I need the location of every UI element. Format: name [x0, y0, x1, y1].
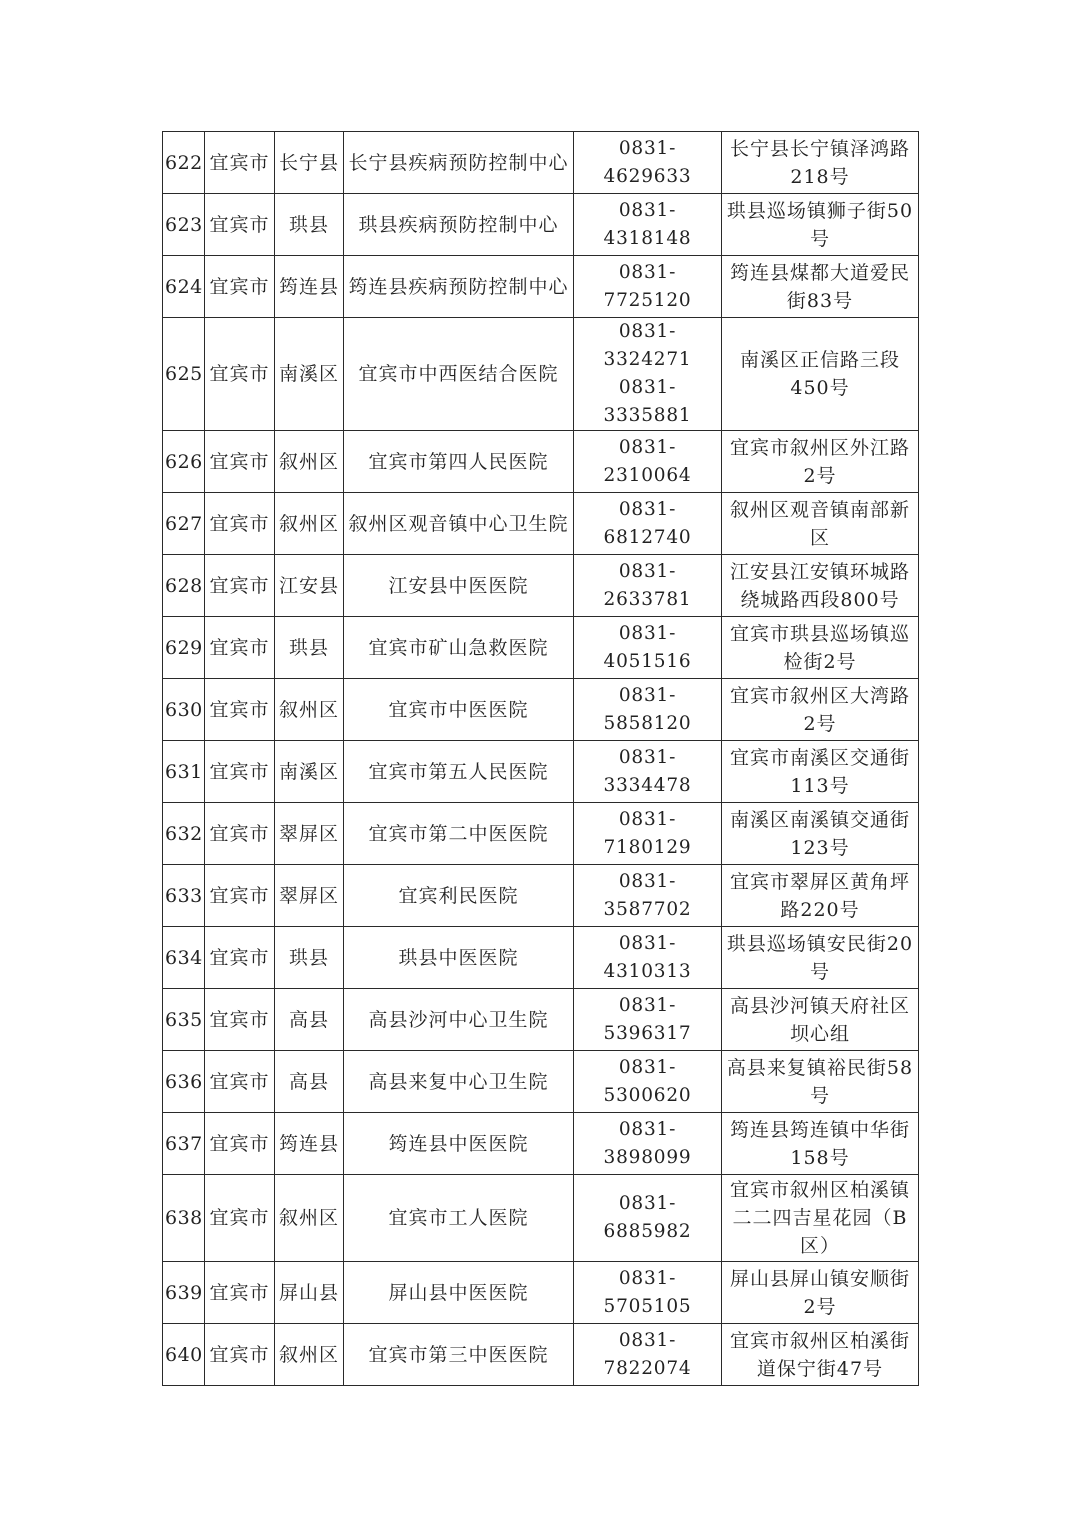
city-cell: 宜宾市 [205, 1262, 275, 1324]
address-cell: 宜宾市翠屏区黄角坪路220号 [722, 865, 919, 927]
city-cell: 宜宾市 [205, 194, 275, 256]
table-row [163, 1262, 919, 1324]
phone-number: 0831-6885982 [603, 1193, 692, 1242]
organization-cell: 高县沙河中心卫生院 [344, 989, 574, 1051]
table-row [163, 865, 919, 927]
city-cell: 宜宾市 [205, 431, 275, 493]
row-number-cell: 623 [163, 194, 205, 256]
county-cell: 长宁县 [275, 132, 344, 194]
phone-cell [574, 1262, 722, 1324]
hospital-directory-table [162, 131, 919, 1386]
organization-cell: 宜宾市第二中医医院 [344, 803, 574, 865]
phone-number: 0831-3898099 [603, 1118, 692, 1168]
city-cell: 宜宾市 [205, 493, 275, 555]
phone-cell [574, 1175, 722, 1262]
city-cell: 宜宾市 [205, 1175, 275, 1262]
row-number-cell: 624 [163, 256, 205, 318]
city-cell: 宜宾市 [205, 132, 275, 194]
row-number-cell: 622 [163, 132, 205, 194]
row-number-cell: 628 [163, 555, 205, 617]
county-cell: 叙州区 [275, 431, 344, 493]
address-cell: 珙县巡场镇安民街20号 [722, 927, 919, 989]
county-cell: 高县 [275, 1051, 344, 1113]
county-cell: 翠屏区 [275, 803, 344, 865]
address-cell: 筠连县筠连镇中华街158号 [722, 1113, 919, 1175]
row-number-cell: 639 [163, 1262, 205, 1324]
phone-number: 0831-5858120 [603, 684, 692, 734]
phone-cell [574, 132, 722, 194]
county-cell: 屏山县 [275, 1262, 344, 1324]
phone-cell [574, 989, 722, 1051]
county-cell: 翠屏区 [275, 865, 344, 927]
county-cell: 南溪区 [275, 741, 344, 803]
phone-number: 0831-2310064 [603, 436, 692, 486]
phone-cell [574, 927, 722, 989]
organization-cell: 江安县中医医院 [344, 555, 574, 617]
organization-cell: 珙县疾病预防控制中心 [344, 194, 574, 256]
city-cell: 宜宾市 [205, 989, 275, 1051]
table-row [163, 679, 919, 741]
address-cell: 筠连县煤都大道爱民街83号 [722, 256, 919, 318]
phone-cell [574, 194, 722, 256]
organization-cell: 宜宾市中医医院 [344, 679, 574, 741]
address-cell: 珙县巡场镇狮子街50号 [722, 194, 919, 256]
phone-number: 0831-4310313 [603, 932, 692, 982]
row-number-cell: 635 [163, 989, 205, 1051]
phone-number: 0831-4629633 [603, 137, 692, 187]
phone-number: 0831-3587702 [603, 870, 692, 920]
address-cell: 宜宾市南溪区交通街113号 [722, 741, 919, 803]
table-row [163, 555, 919, 617]
row-number-cell: 629 [163, 617, 205, 679]
phone-number: 0831-7822074 [603, 1329, 692, 1379]
address-cell: 高县来复镇裕民街58号 [722, 1051, 919, 1113]
table-row [163, 1175, 919, 1262]
address-cell: 江安县江安镇环城路绕城路西段800号 [722, 555, 919, 617]
organization-cell: 长宁县疾病预防控制中心 [344, 132, 574, 194]
city-cell: 宜宾市 [205, 318, 275, 431]
organization-cell: 叙州区观音镇中心卫生院 [344, 493, 574, 555]
organization-cell: 宜宾市第三中医医院 [344, 1324, 574, 1386]
county-cell: 筠连县 [275, 256, 344, 318]
table-row [163, 741, 919, 803]
row-number-cell: 633 [163, 865, 205, 927]
city-cell: 宜宾市 [205, 617, 275, 679]
row-number-cell: 627 [163, 493, 205, 555]
county-cell: 筠连县 [275, 1113, 344, 1175]
table-row [163, 256, 919, 318]
phone-cell [574, 256, 722, 318]
organization-cell: 宜宾市中西医结合医院 [344, 318, 574, 431]
row-number-cell: 625 [163, 318, 205, 431]
row-number-cell: 631 [163, 741, 205, 803]
address-cell: 叙州区观音镇南部新区 [722, 493, 919, 555]
phone-cell [574, 431, 722, 493]
phone-number: 0831-2633781 [603, 560, 692, 610]
address-cell: 宜宾市叙州区外江路2号 [722, 431, 919, 493]
table-row [163, 617, 919, 679]
phone-cell [574, 493, 722, 555]
row-number-cell: 626 [163, 431, 205, 493]
organization-cell: 宜宾利民医院 [344, 865, 574, 927]
city-cell: 宜宾市 [205, 1324, 275, 1386]
row-number-cell: 632 [163, 803, 205, 865]
table-row [163, 1051, 919, 1113]
phone-cell [574, 318, 722, 431]
city-cell: 宜宾市 [205, 1051, 275, 1113]
organization-cell: 宜宾市第五人民医院 [344, 741, 574, 803]
row-number-cell: 634 [163, 927, 205, 989]
county-cell: 珙县 [275, 617, 344, 679]
phone-cell [574, 865, 722, 927]
phone-cell [574, 1051, 722, 1113]
table-row [163, 1113, 919, 1175]
table-row [163, 318, 919, 431]
county-cell: 珙县 [275, 194, 344, 256]
address-cell: 长宁县长宁镇泽鸿路218号 [722, 132, 919, 194]
county-cell: 江安县 [275, 555, 344, 617]
phone-number: 0831-3335881 [603, 377, 692, 426]
table-row [163, 132, 919, 194]
address-cell: 南溪区南溪镇交通街123号 [722, 803, 919, 865]
county-cell: 叙州区 [275, 679, 344, 741]
address-cell: 宜宾市叙州区柏溪街道保宁街47号 [722, 1324, 919, 1386]
phone-cell [574, 555, 722, 617]
phone-cell [574, 617, 722, 679]
row-number-cell: 630 [163, 679, 205, 741]
phone-number: 0831-5396317 [603, 994, 692, 1044]
city-cell: 宜宾市 [205, 1113, 275, 1175]
phone-number: 0831-4318148 [603, 199, 692, 249]
phone-number: 0831-5705105 [603, 1267, 692, 1317]
table-body [163, 132, 919, 1386]
organization-cell: 宜宾市工人医院 [344, 1175, 574, 1262]
phone-cell [574, 741, 722, 803]
county-cell: 高县 [275, 989, 344, 1051]
organization-cell: 筠连县中医医院 [344, 1113, 574, 1175]
phone-number: 0831-7180129 [603, 808, 692, 858]
organization-cell: 宜宾市矿山急救医院 [344, 617, 574, 679]
table-row [163, 1324, 919, 1386]
organization-cell: 筠连县疾病预防控制中心 [344, 256, 574, 318]
address-cell: 宜宾市珙县巡场镇巡检街2号 [722, 617, 919, 679]
city-cell: 宜宾市 [205, 555, 275, 617]
row-number-cell: 637 [163, 1113, 205, 1175]
phone-number: 0831-4051516 [603, 622, 692, 672]
city-cell: 宜宾市 [205, 741, 275, 803]
phone-cell [574, 679, 722, 741]
address-cell: 屏山县屏山镇安顺街2号 [722, 1262, 919, 1324]
county-cell: 珙县 [275, 927, 344, 989]
table-row [163, 927, 919, 989]
city-cell: 宜宾市 [205, 927, 275, 989]
city-cell: 宜宾市 [205, 865, 275, 927]
phone-number: 0831-5300620 [603, 1056, 692, 1106]
city-cell: 宜宾市 [205, 803, 275, 865]
organization-cell: 高县来复中心卫生院 [344, 1051, 574, 1113]
address-cell: 宜宾市叙州区柏溪镇二二四吉星花园（B区） [722, 1175, 919, 1262]
county-cell: 南溪区 [275, 318, 344, 431]
city-cell: 宜宾市 [205, 679, 275, 741]
phone-cell [574, 1324, 722, 1386]
county-cell: 叙州区 [275, 493, 344, 555]
phone-cell [574, 1113, 722, 1175]
row-number-cell: 636 [163, 1051, 205, 1113]
county-cell: 叙州区 [275, 1175, 344, 1262]
city-cell: 宜宾市 [205, 256, 275, 318]
phone-number: 0831-6812740 [603, 498, 692, 548]
row-number-cell: 640 [163, 1324, 205, 1386]
table-row [163, 493, 919, 555]
address-cell: 南溪区正信路三段450号 [722, 318, 919, 431]
phone-number: 0831-3324271 [603, 321, 692, 370]
county-cell: 叙州区 [275, 1324, 344, 1386]
address-cell: 宜宾市叙州区大湾路2号 [722, 679, 919, 741]
table-row [163, 194, 919, 256]
organization-cell: 屏山县中医医院 [344, 1262, 574, 1324]
address-cell: 高县沙河镇天府社区坝心组 [722, 989, 919, 1051]
table-row [163, 803, 919, 865]
table-row [163, 431, 919, 493]
phone-number: 0831-3334478 [603, 746, 692, 796]
row-number-cell: 638 [163, 1175, 205, 1262]
phone-cell [574, 803, 722, 865]
table-row [163, 989, 919, 1051]
organization-cell: 珙县中医医院 [344, 927, 574, 989]
phone-number: 0831-7725120 [603, 261, 692, 311]
organization-cell: 宜宾市第四人民医院 [344, 431, 574, 493]
